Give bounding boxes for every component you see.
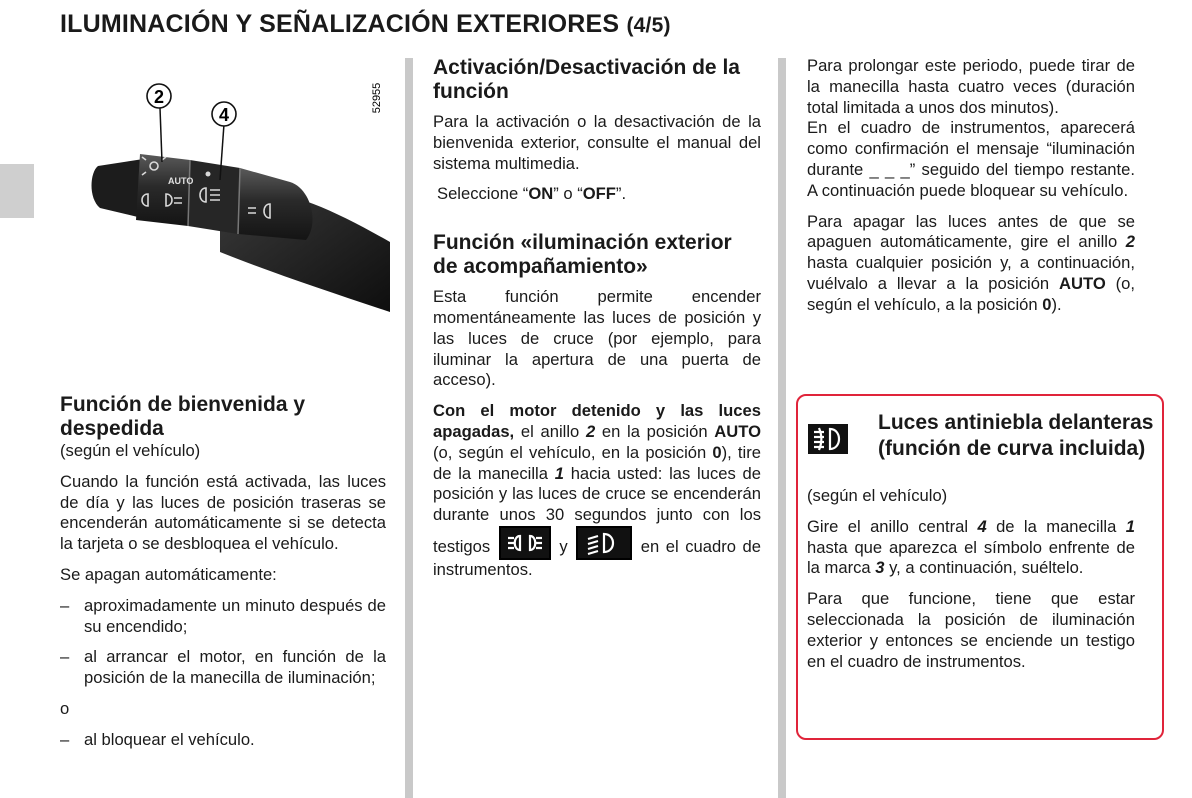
paragraph-motor-detenido: Con el motor detenido y las luces apagadas, el anillo 2 en la posición AUTO (o, según el vehículo, en la posición 0), tire de la manecilla 1 hacia usted: las luces de posición y las luces de cruce se encenderán durante unos 30 segundos junto con los testigos y en el cuadro de instrumentos. bbox=[433, 401, 761, 579]
page-count: (4/5) bbox=[626, 14, 671, 37]
front-fog-light-icon bbox=[808, 424, 848, 454]
figure-ref-number: 52955 bbox=[371, 82, 383, 114]
page-title bbox=[60, 10, 671, 39]
chapter-tab-marker bbox=[0, 164, 34, 218]
list-conjunction: o bbox=[60, 698, 70, 718]
subtitle-antiniebla: (según el vehículo) bbox=[807, 486, 948, 505]
heading-activacion: Activación/Desactivación de la función bbox=[433, 56, 740, 103]
callout-ring-4-label: 4 bbox=[218, 105, 230, 125]
fog-heading-block bbox=[878, 410, 1154, 462]
heading-acompanamiento: Función «iluminación exterior de acompañamiento» bbox=[433, 231, 732, 279]
lighting-stalk-illustration bbox=[70, 62, 390, 322]
low-beam-icon bbox=[576, 526, 632, 560]
paragraph-bienvenida: Cuando la función está activada, las luces de día y las luces de posición traseras se encenderán automáticamente si se detecta la tarjeta o se desbloquea el vehículo. bbox=[60, 471, 386, 554]
callout-ring-2-label: 2 bbox=[153, 87, 165, 107]
paragraph-activacion: Para la activación o la desactivación de la bienvenida exterior, consulte el manual del sistema multimedia. bbox=[433, 112, 761, 173]
paragraph-apagado: Se apagan automáticamente: bbox=[60, 564, 277, 584]
paragraph-antiniebla-funcione: Para que funcione, tiene que estar seleccionada la posición de iluminación exterior y entonces se enciende un testigo en el cuadro de instrumentos. bbox=[807, 589, 1135, 671]
list-item: – aproximadamente un minuto después de su encendido; bbox=[60, 596, 386, 638]
subtitle-bienvenida: (según el vehículo) bbox=[60, 441, 201, 460]
column-1 bbox=[60, 393, 386, 761]
column-divider-left bbox=[405, 58, 413, 798]
paragraph-apagar: Para apagar las luces antes de que se apaguen automáticamente, gire el anillo 2 hasta cualquier posición y, a continuación, vuélvalo a llevar a la posición AUTO (o, según el vehículo, a la posición 0). bbox=[807, 211, 1135, 314]
paragraph-seleccione: Seleccione “ON” o “OFF”. bbox=[437, 184, 627, 204]
paragraph-acompanamiento: Esta función permite encender momentáneamente las luces de posición y las luces de cruce (por ejemplo, para iluminar la apertura de una puerta de acceso). bbox=[433, 287, 761, 390]
stalk-drawing bbox=[70, 62, 390, 322]
position-lights-icon bbox=[499, 526, 551, 560]
paragraph-mensaje: En el cuadro de instrumentos, aparecerá como confirmación el mensaje “iluminación durante _ _ _” seguido del tiempo restante. A continuación puede bloquear su vehículo. bbox=[807, 118, 1135, 200]
page-title-text: ILUMINACIÓN Y SEÑALIZACIÓN EXTERIORES bbox=[60, 10, 620, 38]
list-item: – al arrancar el motor, en función de la posición de la manecilla de iluminación; bbox=[60, 647, 386, 689]
paragraph-antiniebla-gire: Gire el anillo central 4 de la manecilla 1 hasta que aparezca el símbolo enfrente de la marca 3 y, a continuación, suéltelo. bbox=[807, 516, 1135, 578]
fog-content bbox=[807, 486, 1135, 682]
ring-auto-label: AUTO bbox=[168, 176, 194, 186]
column-2 bbox=[433, 56, 761, 591]
list-item: – al bloquear el vehículo. bbox=[60, 730, 386, 751]
list-apagado-bloqueo bbox=[60, 730, 386, 751]
heading-antiniebla: Luces antiniebla delanteras (función de curva incluida) bbox=[878, 411, 1154, 460]
heading-bienvenida: Función de bienvenida y despedida bbox=[60, 393, 306, 440]
column-divider-right bbox=[778, 58, 786, 798]
column-3 bbox=[807, 56, 1135, 326]
off-option: OFF bbox=[582, 184, 616, 204]
list-apagado bbox=[60, 596, 386, 689]
on-option: ON bbox=[528, 184, 554, 204]
paragraph-prolongar: Para prolongar este periodo, puede tirar de la manecilla hasta cuatro veces (duración total limitada a unos dos minutos). bbox=[807, 56, 1135, 117]
